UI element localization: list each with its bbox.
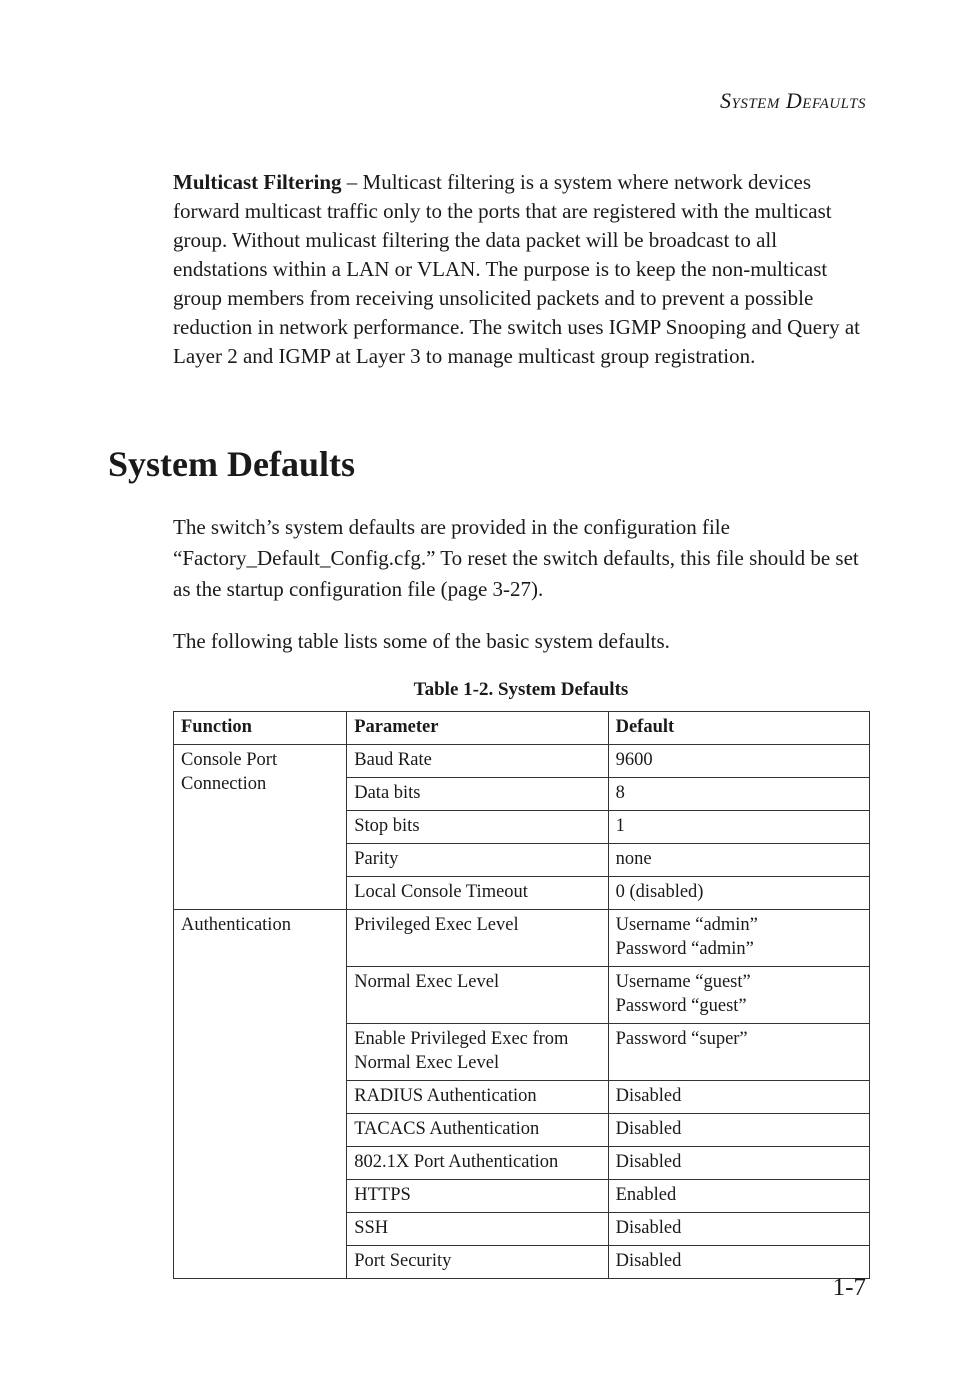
table-row — [174, 745, 870, 778]
cell-parameter — [347, 844, 608, 877]
section-title: System Defaults — [108, 444, 355, 484]
table-row — [174, 910, 870, 967]
running-head: System Defaults — [719, 88, 866, 113]
cell-line: Disabled — [615, 1119, 682, 1139]
cell-function — [174, 745, 347, 910]
cell-line: Username “admin” — [615, 915, 758, 935]
cell-parameter — [347, 1246, 608, 1279]
page-number: 1-7 — [832, 1274, 866, 1301]
cell-line: 1 — [615, 816, 625, 836]
cell-parameter — [347, 1180, 608, 1213]
cell-default — [608, 844, 869, 877]
cell-line: Authentication — [181, 915, 291, 935]
cell-line: Enabled — [615, 1185, 677, 1205]
cell-line: Connection — [181, 774, 267, 794]
cell-parameter — [347, 1114, 608, 1147]
cell-parameter — [347, 967, 608, 1024]
intro-paragraph: The switch’s system defaults are provided in the configuration file “Factory_Default_Config.cfg.” To reset the switch defaults, this file should be set as the startup configuration file (page 3-27). — [173, 515, 859, 601]
header-default: Default — [608, 712, 869, 745]
cell-line: Parity — [354, 849, 399, 869]
cell-line: Disabled — [615, 1152, 682, 1172]
header-parameter: Parameter — [347, 712, 608, 745]
cell-parameter — [347, 811, 608, 844]
cell-parameter — [347, 1213, 608, 1246]
cell-line: Data bits — [354, 783, 421, 803]
cell-default — [608, 1213, 869, 1246]
cell-line: Password “super” — [615, 1029, 748, 1049]
multicast-filtering-text: – Multicast filtering is a system where network devices forward multicast traffic only to the ports that are registered with the multicast group. Without mulicast filtering the data packet will be broadcast to all endstations within a LAN or VLAN. The purpose is to keep the non-multicast group members from receiving unsolicited packets and to prevent a possible reduction in network performance. The switch uses IGMP Snooping and Query at Layer 2 and IGMP at Layer 3 to manage multicast group registration. — [173, 170, 861, 368]
table-header-row — [174, 712, 870, 745]
following-paragraph: The following table lists some of the basic system defaults. — [173, 629, 670, 653]
cell-default — [608, 1024, 869, 1081]
cell-parameter — [347, 1081, 608, 1114]
cell-parameter — [347, 1147, 608, 1180]
cell-line: Disabled — [615, 1251, 682, 1271]
table-caption: Table 1-2. System Defaults — [413, 679, 629, 700]
cell-line: Console Port — [181, 750, 278, 770]
cell-line: SSH — [354, 1218, 389, 1238]
multicast-filtering-paragraph — [173, 168, 873, 371]
cell-default — [608, 1246, 869, 1279]
cell-line: Password “guest” — [615, 996, 747, 1016]
cell-default — [608, 745, 869, 778]
cell-default — [608, 1114, 869, 1147]
cell-default — [608, 1081, 869, 1114]
cell-line: 802.1X Port Authentication — [354, 1152, 559, 1172]
cell-line: none — [615, 849, 652, 869]
cell-parameter — [347, 910, 608, 967]
cell-default — [608, 910, 869, 967]
cell-line: Normal Exec Level — [354, 972, 500, 992]
cell-line: Disabled — [615, 1086, 682, 1106]
cell-line: Port Security — [354, 1251, 452, 1271]
cell-function — [174, 910, 347, 1279]
cell-line: Password “admin” — [615, 939, 754, 959]
cell-default — [608, 778, 869, 811]
cell-line: Enable Privileged Exec from — [354, 1029, 569, 1049]
cell-line: Privileged Exec Level — [354, 915, 519, 935]
system-defaults-table — [173, 711, 870, 1279]
cell-parameter — [347, 1024, 608, 1081]
cell-parameter — [347, 745, 608, 778]
cell-default — [608, 877, 869, 910]
cell-line: Local Console Timeout — [354, 882, 528, 902]
cell-default — [608, 1180, 869, 1213]
cell-line: 9600 — [615, 750, 653, 770]
cell-line: Normal Exec Level — [354, 1053, 500, 1073]
cell-line: 0 (disabled) — [615, 882, 704, 902]
table-body — [174, 745, 870, 1279]
cell-line: Disabled — [615, 1218, 682, 1238]
header-function: Function — [174, 712, 347, 745]
cell-line: 8 — [615, 783, 625, 803]
cell-line: HTTPS — [354, 1185, 411, 1205]
cell-default — [608, 811, 869, 844]
cell-default — [608, 1147, 869, 1180]
cell-parameter — [347, 778, 608, 811]
cell-parameter — [347, 877, 608, 910]
cell-line: TACACS Authentication — [354, 1119, 540, 1139]
cell-line: Stop bits — [354, 816, 420, 836]
cell-line: Baud Rate — [354, 750, 432, 770]
cell-line: Username “guest” — [615, 972, 751, 992]
cell-default — [608, 967, 869, 1024]
cell-line: RADIUS Authentication — [354, 1086, 537, 1106]
multicast-filtering-term: Multicast Filtering — [173, 170, 342, 194]
